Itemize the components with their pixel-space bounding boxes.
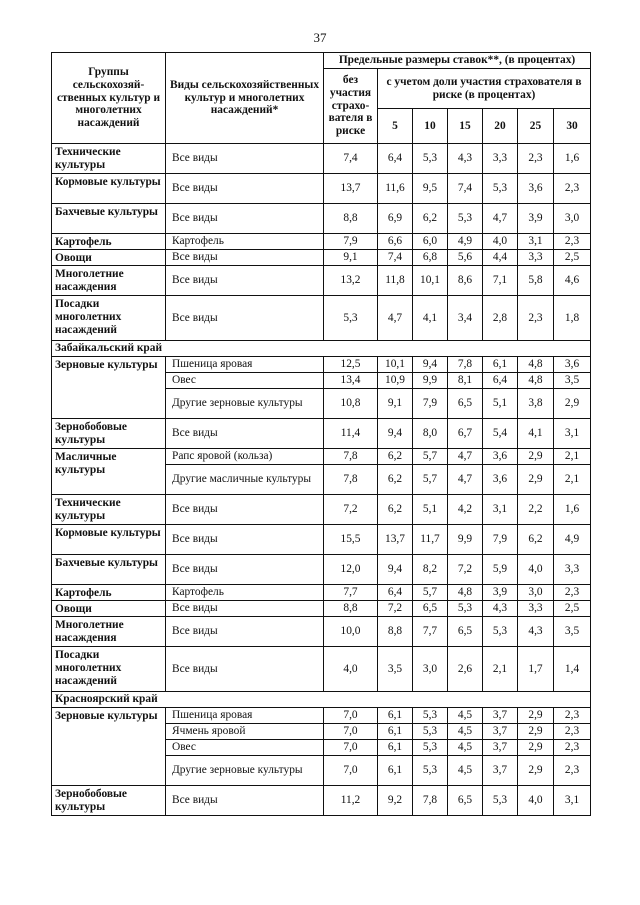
- value-cell: 13,4: [324, 373, 378, 389]
- header-share-level: 5: [378, 109, 413, 144]
- value-cell: 7,0: [324, 708, 378, 724]
- value-cell: 4,0: [518, 555, 554, 585]
- value-cell: 3,7: [483, 724, 518, 740]
- table-row: [52, 204, 591, 234]
- kind-cell: Все виды: [166, 525, 324, 555]
- table-row: [52, 144, 591, 174]
- value-cell: 2,3: [554, 174, 591, 204]
- value-cell: 9,1: [378, 389, 413, 419]
- value-cell: 7,8: [324, 449, 378, 465]
- kind-cell: Все виды: [166, 617, 324, 647]
- value-cell: 10,0: [324, 617, 378, 647]
- kind-cell: Другие масличные культуры: [166, 465, 324, 495]
- value-cell: 8,8: [324, 204, 378, 234]
- value-cell: 1,8: [554, 296, 591, 341]
- value-cell: 3,6: [483, 449, 518, 465]
- value-cell: 7,9: [413, 389, 448, 419]
- value-cell: 6,2: [378, 465, 413, 495]
- value-cell: 13,7: [324, 174, 378, 204]
- value-cell: 5,9: [483, 555, 518, 585]
- value-cell: 6,0: [413, 234, 448, 250]
- value-cell: 7,9: [483, 525, 518, 555]
- value-cell: 2,3: [554, 724, 591, 740]
- value-cell: 5,7: [413, 465, 448, 495]
- table-row: [52, 495, 591, 525]
- value-cell: 2,5: [554, 601, 591, 617]
- table-body: [52, 144, 591, 816]
- table-row: [52, 357, 591, 373]
- value-cell: 7,7: [324, 585, 378, 601]
- value-cell: 3,7: [483, 708, 518, 724]
- group-cell: Технические культуры: [52, 495, 166, 525]
- value-cell: 3,1: [554, 419, 591, 449]
- kind-cell: Овес: [166, 740, 324, 756]
- value-cell: 4,5: [448, 740, 483, 756]
- value-cell: 5,6: [448, 250, 483, 266]
- value-cell: 4,8: [518, 357, 554, 373]
- value-cell: 6,5: [448, 389, 483, 419]
- value-cell: 9,4: [378, 555, 413, 585]
- value-cell: 3,6: [518, 174, 554, 204]
- group-cell: Многолетние насаждения: [52, 617, 166, 647]
- value-cell: 2,9: [518, 708, 554, 724]
- value-cell: 6,1: [378, 740, 413, 756]
- value-cell: 3,5: [554, 373, 591, 389]
- value-cell: 6,4: [378, 144, 413, 174]
- value-cell: 3,1: [554, 786, 591, 816]
- value-cell: 5,1: [483, 389, 518, 419]
- kind-cell: Все виды: [166, 601, 324, 617]
- value-cell: 3,1: [518, 234, 554, 250]
- value-cell: 2,9: [518, 740, 554, 756]
- value-cell: 12,5: [324, 357, 378, 373]
- value-cell: 2,3: [518, 296, 554, 341]
- kind-cell: Все виды: [166, 266, 324, 296]
- value-cell: 4,0: [324, 647, 378, 692]
- value-cell: 7,1: [483, 266, 518, 296]
- value-cell: 13,7: [378, 525, 413, 555]
- header-share-level: 25: [518, 109, 554, 144]
- value-cell: 4,3: [448, 144, 483, 174]
- group-cell: Бахчевые культуры: [52, 204, 166, 234]
- kind-cell: Картофель: [166, 234, 324, 250]
- value-cell: 8,1: [448, 373, 483, 389]
- value-cell: 10,8: [324, 389, 378, 419]
- value-cell: 4,9: [554, 525, 591, 555]
- value-cell: 7,4: [378, 250, 413, 266]
- value-cell: 5,3: [413, 144, 448, 174]
- group-cell: Зерновые культуры: [52, 357, 166, 419]
- value-cell: 5,1: [413, 495, 448, 525]
- value-cell: 3,3: [518, 601, 554, 617]
- value-cell: 6,1: [378, 756, 413, 786]
- header-group-column: Группы сельскохозяй-ственных культур и многолетних насаждений: [52, 53, 166, 144]
- value-cell: 2,1: [483, 647, 518, 692]
- table-row: [52, 250, 591, 266]
- table-row: [52, 419, 591, 449]
- value-cell: 9,9: [448, 525, 483, 555]
- region-row: [52, 341, 591, 357]
- group-cell: Многолетние насаждения: [52, 266, 166, 296]
- value-cell: 5,4: [483, 419, 518, 449]
- value-cell: 4,8: [448, 585, 483, 601]
- table-row: [52, 585, 591, 601]
- value-cell: 1,4: [554, 647, 591, 692]
- value-cell: 6,9: [378, 204, 413, 234]
- value-cell: 3,8: [518, 389, 554, 419]
- value-cell: 11,7: [413, 525, 448, 555]
- value-cell: 6,7: [448, 419, 483, 449]
- value-cell: 5,7: [413, 585, 448, 601]
- header-no-share: без участия страхо-вателя в риске: [324, 69, 378, 144]
- value-cell: 6,8: [413, 250, 448, 266]
- kind-cell: Другие зерновые культуры: [166, 756, 324, 786]
- group-cell: Зернобобовые культуры: [52, 419, 166, 449]
- value-cell: 4,1: [413, 296, 448, 341]
- value-cell: 2,1: [554, 449, 591, 465]
- value-cell: 15,5: [324, 525, 378, 555]
- value-cell: 3,3: [483, 144, 518, 174]
- value-cell: 5,3: [413, 724, 448, 740]
- table-row: [52, 708, 591, 724]
- value-cell: 3,0: [413, 647, 448, 692]
- value-cell: 6,5: [448, 617, 483, 647]
- kind-cell: Все виды: [166, 204, 324, 234]
- table-header: [52, 53, 591, 144]
- value-cell: 2,9: [554, 389, 591, 419]
- page-number: 37: [313, 30, 327, 45]
- group-cell: Кормовые культуры: [52, 174, 166, 204]
- header-share-level: 30: [554, 109, 591, 144]
- kind-cell: Картофель: [166, 585, 324, 601]
- value-cell: 9,1: [324, 250, 378, 266]
- value-cell: 7,2: [448, 555, 483, 585]
- kind-cell: Пшеница яровая: [166, 357, 324, 373]
- kind-cell: Все виды: [166, 555, 324, 585]
- value-cell: 7,2: [378, 601, 413, 617]
- value-cell: 6,2: [378, 495, 413, 525]
- value-cell: 11,6: [378, 174, 413, 204]
- value-cell: 7,4: [448, 174, 483, 204]
- value-cell: 11,8: [378, 266, 413, 296]
- kind-cell: Ячмень яровой: [166, 724, 324, 740]
- header-rate-limits: Предельные размеры ставок**, (в процентах): [324, 53, 591, 69]
- group-cell: Овощи: [52, 250, 166, 266]
- kind-cell: Пшеница яровая: [166, 708, 324, 724]
- value-cell: 6,6: [378, 234, 413, 250]
- value-cell: 7,0: [324, 724, 378, 740]
- value-cell: 2,2: [518, 495, 554, 525]
- header-share-level: 15: [448, 109, 483, 144]
- value-cell: 4,4: [483, 250, 518, 266]
- value-cell: 4,1: [518, 419, 554, 449]
- value-cell: 4,8: [518, 373, 554, 389]
- table-row: [52, 449, 591, 465]
- value-cell: 5,3: [448, 204, 483, 234]
- table-row: [52, 525, 591, 555]
- kind-cell: Все виды: [166, 296, 324, 341]
- group-cell: Посадки многолетних насаждений: [52, 296, 166, 341]
- value-cell: 6,4: [378, 585, 413, 601]
- value-cell: 12,0: [324, 555, 378, 585]
- value-cell: 2,3: [554, 708, 591, 724]
- value-cell: 1,7: [518, 647, 554, 692]
- table-row: [52, 296, 591, 341]
- value-cell: 6,1: [483, 357, 518, 373]
- value-cell: 6,2: [413, 204, 448, 234]
- value-cell: 6,1: [378, 724, 413, 740]
- table-row: [52, 647, 591, 692]
- kind-cell: Все виды: [166, 174, 324, 204]
- table-row: [52, 617, 591, 647]
- value-cell: 3,9: [518, 204, 554, 234]
- group-cell: Картофель: [52, 585, 166, 601]
- value-cell: 5,3: [483, 617, 518, 647]
- value-cell: 10,1: [413, 266, 448, 296]
- value-cell: 4,6: [554, 266, 591, 296]
- value-cell: 5,3: [413, 708, 448, 724]
- value-cell: 4,2: [448, 495, 483, 525]
- kind-cell: Овес: [166, 373, 324, 389]
- value-cell: 5,3: [483, 786, 518, 816]
- value-cell: 5,7: [413, 449, 448, 465]
- value-cell: 6,1: [378, 708, 413, 724]
- value-cell: 3,4: [448, 296, 483, 341]
- value-cell: 2,5: [554, 250, 591, 266]
- value-cell: 4,3: [483, 601, 518, 617]
- value-cell: 3,6: [483, 465, 518, 495]
- value-cell: 6,2: [518, 525, 554, 555]
- value-cell: 5,3: [413, 756, 448, 786]
- region-row: [52, 692, 591, 708]
- kind-cell: Все виды: [166, 647, 324, 692]
- kind-cell: Рапс яровой (кольза): [166, 449, 324, 465]
- group-cell: Овощи: [52, 601, 166, 617]
- header-with-share: с учетом доли участия страхователя в риске (в процентах): [378, 69, 591, 109]
- value-cell: 2,3: [518, 144, 554, 174]
- value-cell: 5,8: [518, 266, 554, 296]
- value-cell: 7,4: [324, 144, 378, 174]
- value-cell: 6,4: [483, 373, 518, 389]
- value-cell: 9,5: [413, 174, 448, 204]
- value-cell: 6,5: [413, 601, 448, 617]
- value-cell: 3,5: [378, 647, 413, 692]
- group-cell: Зерновые культуры: [52, 708, 166, 786]
- value-cell: 8,2: [413, 555, 448, 585]
- header-share-level: 20: [483, 109, 518, 144]
- value-cell: 7,7: [413, 617, 448, 647]
- value-cell: 3,3: [554, 555, 591, 585]
- value-cell: 4,0: [518, 786, 554, 816]
- value-cell: 2,9: [518, 449, 554, 465]
- value-cell: 4,5: [448, 756, 483, 786]
- table-row: [52, 266, 591, 296]
- group-cell: Технические культуры: [52, 144, 166, 174]
- group-cell: Бахчевые культуры: [52, 555, 166, 585]
- value-cell: 2,9: [518, 724, 554, 740]
- value-cell: 13,2: [324, 266, 378, 296]
- kind-cell: Все виды: [166, 495, 324, 525]
- rates-table: [51, 52, 591, 816]
- table-row: [52, 555, 591, 585]
- value-cell: 3,6: [554, 357, 591, 373]
- group-cell: Зернобобовые культуры: [52, 786, 166, 816]
- value-cell: 11,4: [324, 419, 378, 449]
- value-cell: 7,8: [324, 465, 378, 495]
- value-cell: 3,1: [483, 495, 518, 525]
- group-cell: Картофель: [52, 234, 166, 250]
- value-cell: 1,6: [554, 495, 591, 525]
- value-cell: 4,5: [448, 724, 483, 740]
- kind-cell: Все виды: [166, 250, 324, 266]
- value-cell: 4,7: [448, 465, 483, 495]
- value-cell: 6,5: [448, 786, 483, 816]
- value-cell: 3,5: [554, 617, 591, 647]
- value-cell: 7,0: [324, 756, 378, 786]
- table-row: [52, 786, 591, 816]
- value-cell: 2,3: [554, 740, 591, 756]
- value-cell: 2,8: [483, 296, 518, 341]
- value-cell: 8,8: [324, 601, 378, 617]
- value-cell: 7,2: [324, 495, 378, 525]
- table-row: [52, 174, 591, 204]
- group-cell: Посадки многолетних насаждений: [52, 647, 166, 692]
- value-cell: 2,3: [554, 234, 591, 250]
- value-cell: 1,6: [554, 144, 591, 174]
- value-cell: 8,6: [448, 266, 483, 296]
- value-cell: 2,6: [448, 647, 483, 692]
- value-cell: 4,7: [483, 204, 518, 234]
- kind-cell: Все виды: [166, 419, 324, 449]
- value-cell: 7,0: [324, 740, 378, 756]
- value-cell: 7,8: [448, 357, 483, 373]
- kind-cell: Все виды: [166, 786, 324, 816]
- value-cell: 9,9: [413, 373, 448, 389]
- value-cell: 9,4: [378, 419, 413, 449]
- value-cell: 3,7: [483, 740, 518, 756]
- value-cell: 4,0: [483, 234, 518, 250]
- table-row: [52, 601, 591, 617]
- value-cell: 11,2: [324, 786, 378, 816]
- value-cell: 2,9: [518, 756, 554, 786]
- value-cell: 5,3: [483, 174, 518, 204]
- value-cell: 6,2: [378, 449, 413, 465]
- header-share-level: 10: [413, 109, 448, 144]
- value-cell: 2,3: [554, 585, 591, 601]
- value-cell: 2,1: [554, 465, 591, 495]
- kind-cell: Все виды: [166, 144, 324, 174]
- value-cell: 3,7: [483, 756, 518, 786]
- kind-cell: Другие зерновые культуры: [166, 389, 324, 419]
- value-cell: 4,3: [518, 617, 554, 647]
- group-cell: Кормовые культуры: [52, 525, 166, 555]
- value-cell: 5,3: [413, 740, 448, 756]
- value-cell: 5,3: [324, 296, 378, 341]
- header-kind-column: Виды сельскохозяйственных культур и многолетних насаждений*: [166, 53, 324, 144]
- value-cell: 4,7: [378, 296, 413, 341]
- value-cell: 10,1: [378, 357, 413, 373]
- value-cell: 3,3: [518, 250, 554, 266]
- value-cell: 8,0: [413, 419, 448, 449]
- value-cell: 4,5: [448, 708, 483, 724]
- value-cell: 8,8: [378, 617, 413, 647]
- group-cell: Масличные культуры: [52, 449, 166, 495]
- value-cell: 7,8: [413, 786, 448, 816]
- value-cell: 7,9: [324, 234, 378, 250]
- value-cell: 3,9: [483, 585, 518, 601]
- value-cell: 3,0: [554, 204, 591, 234]
- value-cell: 2,3: [554, 756, 591, 786]
- value-cell: 9,4: [413, 357, 448, 373]
- region-title: Забайкальский край: [52, 341, 591, 357]
- value-cell: 4,7: [448, 449, 483, 465]
- region-title: Красноярский край: [52, 692, 591, 708]
- table-row: [52, 234, 591, 250]
- value-cell: 5,3: [448, 601, 483, 617]
- value-cell: 3,0: [518, 585, 554, 601]
- value-cell: 9,2: [378, 786, 413, 816]
- value-cell: 10,9: [378, 373, 413, 389]
- value-cell: 4,9: [448, 234, 483, 250]
- value-cell: 2,9: [518, 465, 554, 495]
